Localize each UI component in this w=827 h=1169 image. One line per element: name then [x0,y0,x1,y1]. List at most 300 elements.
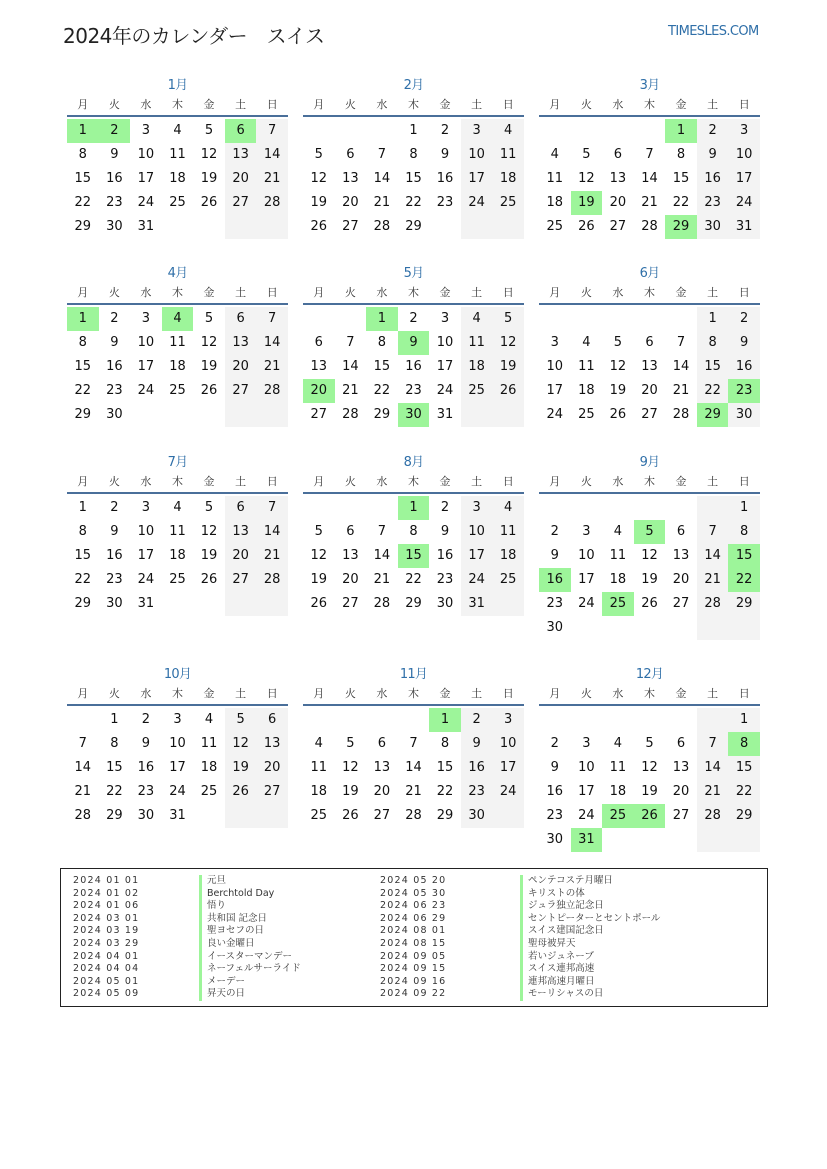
day-cell[interactable]: 9 [110,335,119,350]
day-cell[interactable]: 6 [613,147,623,162]
day-cell[interactable]: 21 [672,383,690,398]
day-cell[interactable]: 6 [676,736,686,751]
day-cell[interactable]: 1 [728,496,760,520]
day-cell[interactable]: 29 [373,407,391,422]
day-cell[interactable]: 31 [728,215,760,239]
day-cell[interactable]: 14 [256,520,288,544]
day-cell[interactable]: 26 [634,804,666,828]
day-cell[interactable]: 28 [697,592,729,616]
day-cell[interactable]: 14 [342,359,359,374]
day-cell[interactable]: 21 [256,355,288,379]
day-cell[interactable]: 16 [436,548,454,563]
day-cell[interactable]: 23 [405,383,422,398]
day-cell[interactable]: 29 [728,592,760,616]
day-cell[interactable]: 25 [546,219,564,234]
day-cell[interactable]: 19 [571,191,603,215]
day-cell[interactable]: 5 [346,736,355,751]
day-cell[interactable]: 23 [546,808,564,823]
day-cell[interactable]: 19 [200,548,218,563]
day-cell[interactable]: 19 [310,572,328,587]
day-cell[interactable]: 11 [492,143,524,167]
day-cell[interactable]: 26 [578,219,595,234]
day-cell[interactable]: 10 [578,760,595,775]
day-cell[interactable]: 16 [436,171,454,186]
day-cell[interactable]: 14 [641,171,658,186]
day-cell[interactable]: 19 [609,383,627,398]
day-cell[interactable]: 27 [256,780,288,804]
day-cell[interactable]: 5 [492,307,524,331]
day-cell[interactable]: 3 [461,119,493,143]
day-cell[interactable]: 1 [429,708,461,732]
day-cell[interactable]: 25 [578,407,595,422]
day-cell[interactable]: 27 [672,808,690,823]
day-cell[interactable]: 14 [373,548,391,563]
day-cell[interactable]: 22 [405,195,422,210]
day-cell[interactable]: 10 [492,732,524,756]
day-cell[interactable]: 9 [728,331,760,355]
day-cell[interactable]: 10 [728,143,760,167]
day-cell[interactable]: 16 [546,784,564,799]
day-cell[interactable]: 20 [342,572,359,587]
day-cell[interactable]: 8 [409,524,418,539]
day-cell[interactable]: 6 [377,736,387,751]
day-cell[interactable]: 26 [641,596,658,611]
day-cell[interactable]: 24 [578,808,595,823]
day-cell[interactable]: 26 [310,219,328,234]
day-cell[interactable]: 2 [110,500,119,515]
day-cell[interactable]: 3 [440,311,450,326]
day-cell[interactable]: 8 [78,335,87,350]
day-cell[interactable]: 4 [461,307,493,331]
day-cell[interactable]: 15 [672,171,690,186]
day-cell[interactable]: 12 [200,335,218,350]
day-cell[interactable]: 6 [225,496,257,520]
day-cell[interactable]: 26 [200,572,218,587]
day-cell[interactable]: 23 [697,191,729,215]
day-cell[interactable]: 25 [461,379,493,403]
day-cell[interactable]: 24 [546,407,564,422]
day-cell[interactable]: 18 [609,572,627,587]
day-cell[interactable]: 22 [728,780,760,804]
day-cell[interactable]: 11 [169,335,186,350]
day-cell[interactable]: 16 [539,568,571,592]
day-cell[interactable]: 9 [697,143,729,167]
day-cell[interactable]: 10 [137,335,155,350]
day-cell[interactable]: 22 [405,572,422,587]
day-cell[interactable]: 5 [613,335,623,350]
day-cell[interactable]: 26 [310,596,328,611]
day-cell[interactable]: 7 [676,335,686,350]
day-cell[interactable]: 29 [665,215,697,239]
day-cell[interactable]: 22 [436,784,454,799]
day-cell[interactable]: 2 [440,123,450,138]
day-cell[interactable]: 12 [492,331,524,355]
day-cell[interactable]: 21 [405,784,422,799]
day-cell[interactable]: 25 [492,191,524,215]
day-cell[interactable]: 13 [609,171,627,186]
day-cell[interactable]: 23 [728,379,760,403]
day-cell[interactable]: 7 [256,119,288,143]
day-cell[interactable]: 14 [697,756,729,780]
day-cell[interactable]: 15 [106,760,123,775]
day-cell[interactable]: 15 [74,548,92,563]
day-cell[interactable]: 1 [665,119,697,143]
day-cell[interactable]: 29 [74,407,92,422]
day-cell[interactable]: 21 [373,195,391,210]
day-cell[interactable]: 12 [200,524,218,539]
day-cell[interactable]: 9 [110,147,119,162]
day-cell[interactable]: 24 [578,596,595,611]
day-cell[interactable]: 10 [461,520,493,544]
day-cell[interactable]: 24 [169,784,186,799]
day-cell[interactable]: 18 [461,355,493,379]
day-cell[interactable]: 20 [641,383,658,398]
day-cell[interactable]: 15 [436,760,454,775]
day-cell[interactable]: 2 [99,119,131,143]
day-cell[interactable]: 13 [641,359,658,374]
day-cell[interactable]: 1 [366,307,398,331]
day-cell[interactable]: 18 [169,359,186,374]
day-cell[interactable]: 22 [373,383,391,398]
day-cell[interactable]: 16 [106,359,123,374]
day-cell[interactable]: 1 [728,708,760,732]
day-cell[interactable]: 4 [173,123,182,138]
day-cell[interactable]: 11 [609,760,627,775]
day-cell[interactable]: 22 [74,195,92,210]
day-cell[interactable]: 8 [78,524,87,539]
day-cell[interactable]: 21 [697,780,729,804]
day-cell[interactable]: 7 [256,496,288,520]
day-cell[interactable]: 4 [173,500,182,515]
day-cell[interactable]: 22 [74,572,92,587]
day-cell[interactable]: 27 [609,219,627,234]
day-cell[interactable]: 24 [461,568,493,592]
day-cell[interactable]: 29 [728,804,760,828]
day-cell[interactable]: 13 [310,359,328,374]
day-cell[interactable]: 3 [492,708,524,732]
day-cell[interactable]: 13 [342,171,359,186]
day-cell[interactable]: 3 [173,712,182,727]
day-cell[interactable]: 3 [582,736,591,751]
day-cell[interactable]: 18 [169,548,186,563]
day-cell[interactable]: 5 [204,123,214,138]
day-cell[interactable]: 7 [697,732,729,756]
day-cell[interactable]: 9 [461,732,493,756]
day-cell[interactable]: 22 [672,195,690,210]
day-cell[interactable]: 4 [204,712,214,727]
day-cell[interactable]: 26 [342,808,359,823]
day-cell[interactable]: 4 [613,736,623,751]
day-cell[interactable]: 8 [728,520,760,544]
day-cell[interactable]: 27 [342,596,359,611]
day-cell[interactable]: 3 [141,500,151,515]
day-cell[interactable]: 25 [169,195,186,210]
day-cell[interactable]: 6 [676,524,686,539]
day-cell[interactable]: 18 [609,784,627,799]
day-cell[interactable]: 2 [461,708,493,732]
day-cell[interactable]: 29 [697,403,729,427]
day-cell[interactable]: 17 [436,359,454,374]
day-cell[interactable]: 28 [74,808,92,823]
day-cell[interactable]: 15 [697,355,729,379]
day-cell[interactable]: 23 [436,195,454,210]
day-cell[interactable]: 31 [461,592,493,616]
day-cell[interactable]: 24 [728,191,760,215]
day-cell[interactable]: 6 [225,119,257,143]
day-cell[interactable]: 13 [373,760,391,775]
day-cell[interactable]: 5 [582,147,591,162]
day-cell[interactable]: 23 [436,572,454,587]
day-cell[interactable]: 23 [546,596,564,611]
day-cell[interactable]: 13 [225,331,257,355]
day-cell[interactable]: 17 [461,167,493,191]
day-cell[interactable]: 14 [697,544,729,568]
day-cell[interactable]: 4 [492,119,524,143]
day-cell[interactable]: 26 [492,379,524,403]
day-cell[interactable]: 27 [310,407,328,422]
day-cell[interactable]: 4 [162,307,194,331]
day-cell[interactable]: 10 [137,147,155,162]
day-cell[interactable]: 10 [578,548,595,563]
day-cell[interactable]: 1 [110,712,119,727]
day-cell[interactable]: 28 [256,191,288,215]
day-cell[interactable]: 31 [137,596,155,611]
day-cell[interactable]: 9 [440,147,450,162]
day-cell[interactable]: 17 [492,756,524,780]
day-cell[interactable]: 11 [169,524,186,539]
day-cell[interactable]: 5 [645,736,654,751]
day-cell[interactable]: 15 [398,544,430,568]
day-cell[interactable]: 6 [256,708,288,732]
day-cell[interactable]: 17 [169,760,186,775]
day-cell[interactable]: 14 [405,760,422,775]
day-cell[interactable]: 18 [492,544,524,568]
day-cell[interactable]: 25 [492,568,524,592]
day-cell[interactable]: 7 [346,335,355,350]
day-cell[interactable]: 12 [641,548,658,563]
day-cell[interactable]: 6 [645,335,654,350]
day-cell[interactable]: 19 [225,756,257,780]
day-cell[interactable]: 29 [436,808,454,823]
day-cell[interactable]: 4 [492,496,524,520]
day-cell[interactable]: 3 [550,335,559,350]
day-cell[interactable]: 15 [74,171,92,186]
day-cell[interactable]: 15 [728,756,760,780]
day-cell[interactable]: 2 [440,500,450,515]
day-cell[interactable]: 30 [106,407,123,422]
day-cell[interactable]: 2 [550,524,559,539]
day-cell[interactable]: 17 [461,544,493,568]
day-cell[interactable]: 11 [492,520,524,544]
day-cell[interactable]: 7 [377,147,387,162]
day-cell[interactable]: 4 [613,524,623,539]
day-cell[interactable]: 20 [303,379,335,403]
day-cell[interactable]: 26 [225,780,257,804]
day-cell[interactable]: 19 [342,784,359,799]
day-cell[interactable]: 25 [602,592,634,616]
day-cell[interactable]: 11 [578,359,595,374]
day-cell[interactable]: 3 [141,123,151,138]
day-cell[interactable]: 2 [728,307,760,331]
day-cell[interactable]: 19 [310,195,328,210]
day-cell[interactable]: 23 [106,383,123,398]
day-cell[interactable]: 20 [225,544,257,568]
day-cell[interactable]: 25 [200,784,218,799]
day-cell[interactable]: 18 [310,784,328,799]
day-cell[interactable]: 16 [106,171,123,186]
day-cell[interactable]: 30 [106,219,123,234]
day-cell[interactable]: 31 [436,407,454,422]
day-cell[interactable]: 24 [137,572,155,587]
day-cell[interactable]: 30 [461,804,493,828]
day-cell[interactable]: 4 [550,147,559,162]
day-cell[interactable]: 2 [141,712,151,727]
day-cell[interactable]: 21 [74,784,92,799]
day-cell[interactable]: 9 [110,524,119,539]
day-cell[interactable]: 2 [550,736,559,751]
day-cell[interactable]: 18 [200,760,218,775]
day-cell[interactable]: 26 [609,407,627,422]
day-cell[interactable]: 31 [137,219,155,234]
day-cell[interactable]: 28 [373,596,391,611]
day-cell[interactable]: 15 [728,544,760,568]
day-cell[interactable]: 30 [137,808,155,823]
day-cell[interactable]: 27 [373,808,391,823]
day-cell[interactable]: 16 [697,167,729,191]
day-cell[interactable]: 3 [728,119,760,143]
day-cell[interactable]: 3 [141,311,151,326]
day-cell[interactable]: 7 [78,736,87,751]
day-cell[interactable]: 12 [200,147,218,162]
day-cell[interactable]: 6 [346,524,355,539]
day-cell[interactable]: 30 [728,403,760,427]
day-cell[interactable]: 11 [169,147,186,162]
day-cell[interactable]: 13 [256,732,288,756]
day-cell[interactable]: 18 [546,195,564,210]
day-cell[interactable]: 2 [409,311,418,326]
day-cell[interactable]: 15 [373,359,391,374]
day-cell[interactable]: 21 [256,167,288,191]
day-cell[interactable]: 22 [106,784,123,799]
day-cell[interactable]: 13 [672,760,690,775]
day-cell[interactable]: 20 [609,195,627,210]
day-cell[interactable]: 27 [641,407,658,422]
day-cell[interactable]: 25 [602,804,634,828]
day-cell[interactable]: 12 [310,548,328,563]
day-cell[interactable]: 28 [256,379,288,403]
day-cell[interactable]: 13 [225,143,257,167]
day-cell[interactable]: 22 [728,568,760,592]
day-cell[interactable]: 16 [728,355,760,379]
day-cell[interactable]: 30 [398,403,430,427]
day-cell[interactable]: 21 [641,195,658,210]
day-cell[interactable]: 17 [728,167,760,191]
day-cell[interactable]: 4 [582,335,591,350]
day-cell[interactable]: 9 [440,524,450,539]
day-cell[interactable]: 17 [546,383,564,398]
day-cell[interactable]: 13 [342,548,359,563]
day-cell[interactable]: 8 [377,335,387,350]
day-cell[interactable]: 27 [342,219,359,234]
day-cell[interactable]: 26 [200,195,218,210]
day-cell[interactable]: 17 [137,548,155,563]
day-cell[interactable]: 7 [256,307,288,331]
day-cell[interactable]: 25 [169,572,186,587]
day-cell[interactable]: 27 [225,568,257,592]
day-cell[interactable]: 8 [697,331,729,355]
day-cell[interactable]: 28 [342,407,359,422]
day-cell[interactable]: 12 [641,760,658,775]
day-cell[interactable]: 31 [571,828,603,852]
day-cell[interactable]: 7 [697,520,729,544]
day-cell[interactable]: 24 [492,780,524,804]
day-cell[interactable]: 30 [546,620,564,635]
day-cell[interactable]: 2 [697,119,729,143]
day-cell[interactable]: 5 [204,311,214,326]
day-cell[interactable]: 10 [436,335,454,350]
day-cell[interactable]: 1 [67,307,99,331]
day-cell[interactable]: 12 [578,171,595,186]
day-cell[interactable]: 30 [436,596,454,611]
day-cell[interactable]: 25 [169,383,186,398]
day-cell[interactable]: 12 [225,732,257,756]
day-cell[interactable]: 29 [405,596,422,611]
day-cell[interactable]: 8 [676,147,686,162]
day-cell[interactable]: 5 [204,500,214,515]
day-cell[interactable]: 23 [137,784,155,799]
day-cell[interactable]: 29 [74,219,92,234]
day-cell[interactable]: 28 [373,219,391,234]
day-cell[interactable]: 6 [314,335,323,350]
day-cell[interactable]: 24 [137,195,155,210]
day-cell[interactable]: 18 [492,167,524,191]
day-cell[interactable]: 15 [405,171,422,186]
day-cell[interactable]: 9 [550,548,559,563]
day-cell[interactable]: 21 [697,568,729,592]
day-cell[interactable]: 5 [314,147,323,162]
day-cell[interactable]: 18 [578,383,595,398]
day-cell[interactable]: 27 [225,379,257,403]
day-cell[interactable]: 23 [461,780,493,804]
day-cell[interactable]: 12 [310,171,328,186]
day-cell[interactable]: 21 [373,572,391,587]
day-cell[interactable]: 26 [200,383,218,398]
day-cell[interactable]: 5 [314,524,323,539]
day-cell[interactable]: 7 [409,736,418,751]
day-cell[interactable]: 16 [405,359,422,374]
day-cell[interactable]: 23 [106,572,123,587]
day-cell[interactable]: 30 [106,596,123,611]
day-cell[interactable]: 20 [225,355,257,379]
day-cell[interactable]: 11 [200,736,218,751]
day-cell[interactable]: 14 [256,331,288,355]
day-cell[interactable]: 4 [314,736,323,751]
day-cell[interactable]: 24 [137,383,155,398]
day-cell[interactable]: 11 [546,171,564,186]
day-cell[interactable]: 17 [137,359,155,374]
day-cell[interactable]: 3 [582,524,591,539]
day-cell[interactable]: 13 [225,520,257,544]
day-cell[interactable]: 15 [74,359,92,374]
day-cell[interactable]: 29 [106,808,123,823]
day-cell[interactable]: 22 [697,379,729,403]
day-cell[interactable]: 9 [141,736,151,751]
day-cell[interactable]: 20 [373,784,391,799]
day-cell[interactable]: 29 [405,219,422,234]
day-cell[interactable]: 20 [342,195,359,210]
day-cell[interactable]: 22 [74,383,92,398]
day-cell[interactable]: 17 [578,784,595,799]
